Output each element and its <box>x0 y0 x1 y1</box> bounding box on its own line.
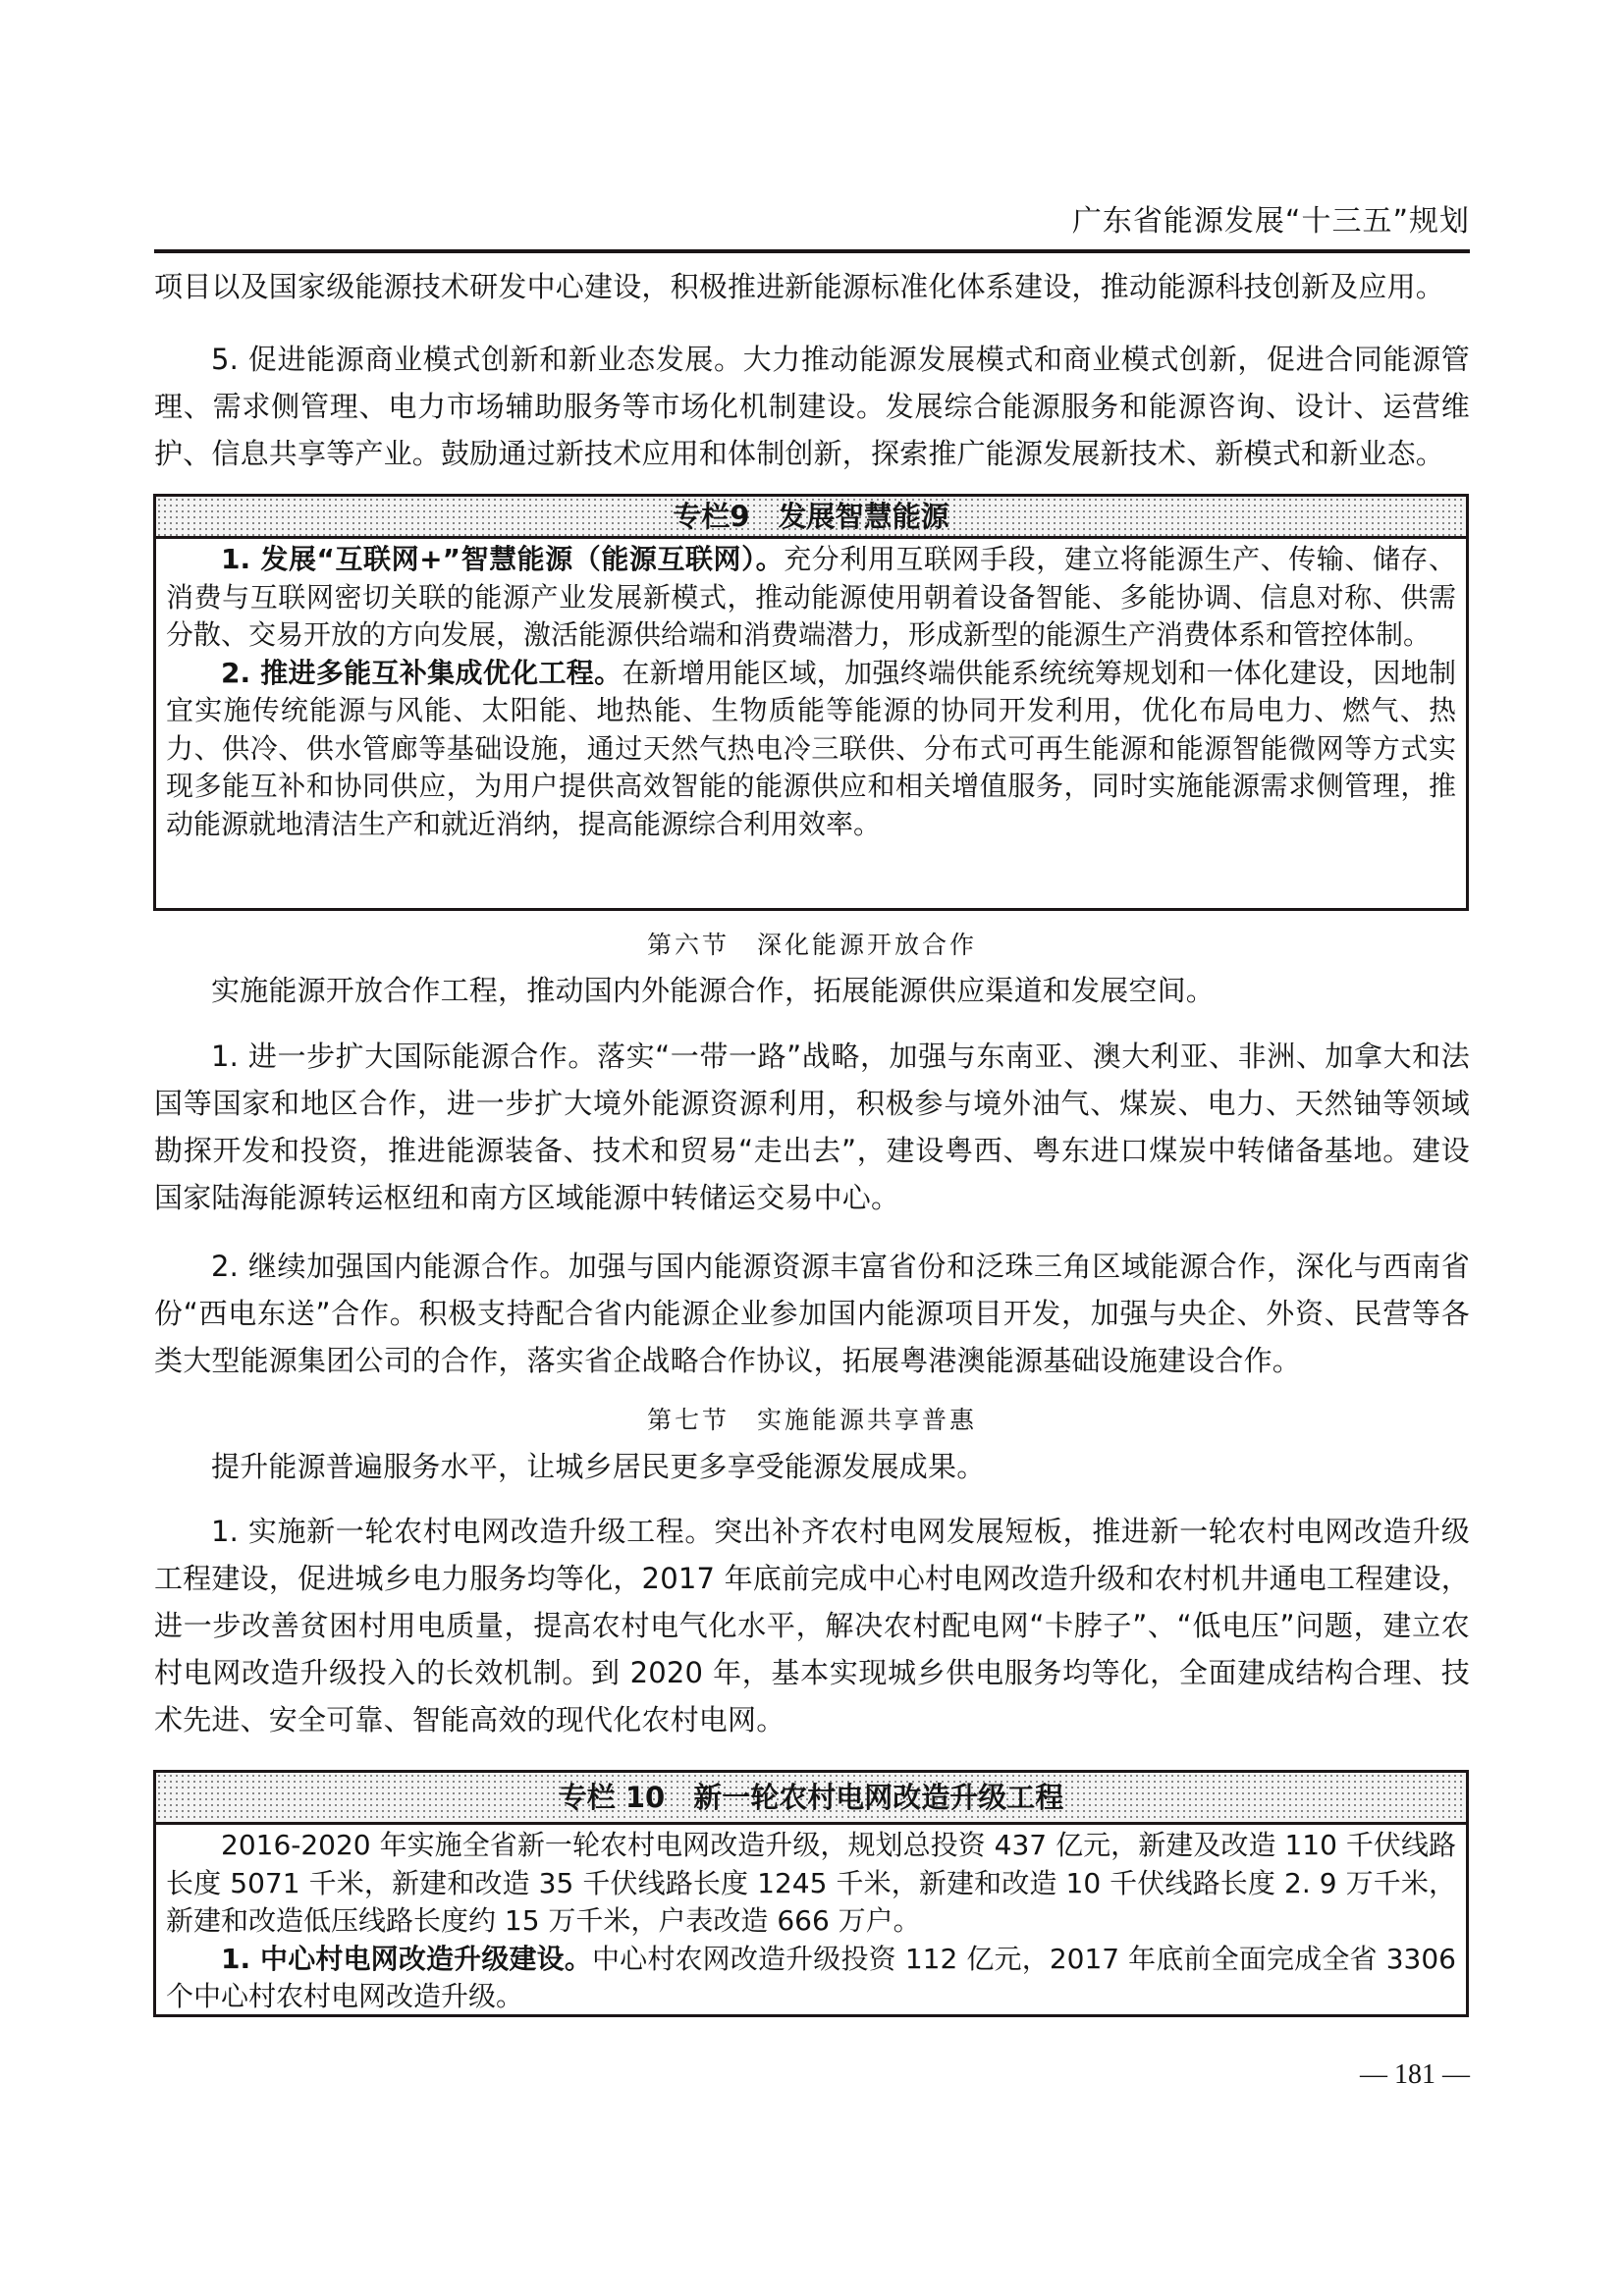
section-6-title: 第六节 深化能源开放合作 <box>646 931 977 959</box>
section-7-intro: 提升能源普遍服务水平，让城乡居民更多享受能源发展成果。 <box>211 1450 986 1483</box>
box-9-header <box>156 497 1466 539</box>
box-9-item-2 <box>166 655 1456 844</box>
box-10-item-1-lead: 1. 中心村电网改造升级建设。 <box>221 1942 592 1975</box>
box-9-body <box>156 539 1466 851</box>
box-9-item-1-text: 充分利用互联网手段，建立将能源生产、传输、储存、消费与互联网密切关联的能源产业发展新模式，推动能源使用朝着设备智能、多能协调、信息对称、供需分散、交易开放的方向发展，激活能源供给端和消费端潜力，形成新型的能源生产消费体系和管控体制。 <box>166 543 1456 651</box>
box-10-item-1-text: 中心村农网改造升级投资 112 亿元，2017 年底前全面完成全省 3306 个中心村农村电网改造升级。 <box>166 1942 1456 2012</box>
section-6-item-1: 1. 进一步扩大国际能源合作。落实“一带一路”战略，加强与东南亚、澳大利亚、非洲、加拿大和法国等国家和地区合作，进一步扩大境外能源资源利用，积极参与境外油气、煤炭、电力、天然铀等领域勘探开发和投资，推进能源装备、技术和贸易“走出去”，建设粤西、粤东进口煤炭中转储备基地。建设国家陆海能源转运枢纽和南方区域能源中转储运交易中心。 <box>154 1040 1470 1214</box>
box-9-item-2-lead: 2. 推进多能互补集成优化工程。 <box>221 656 623 689</box>
paragraph-item-5: 5. 促进能源商业模式创新和新业态发展。大力推动能源发展模式和商业模式创新，促进合同能源管理、需求侧管理、电力市场辅助服务等市场化机制建设。发展综合能源服务和能源咨询、设计、运营维护、信息共享等产业。鼓励通过新技术应用和体制创新，探索推广能源发展新技术、新模式和新业态。 <box>154 343 1470 470</box>
box-10-summary: 2016-2020 年实施全省新一轮农村电网改造升级，规划总投资 437 亿元，新建及改造 110 千伏线路长度 5071 千米，新建和改造 35 千伏线路长度 1245 千米，新建和改造 10 千伏线路长度 2. 9 万千米，新建和改造低压线路长度约 15 万千米，户表改造 666 万户。 <box>166 1829 1456 1937</box>
box-9-item-1-lead: 1. 发展“互联网+”智慧能源（能源互联网）。 <box>221 543 785 575</box>
section-7-item-1: 1. 实施新一轮农村电网改造升级工程。突出补齐农村电网发展短板，推进新一轮农村电网改造升级工程建设，促进城乡电力服务均等化，2017 年底前完成中心村电网改造升级和农村机井通电工程建设，进一步改善贫困村用电质量，提高农村电气化水平，解决农村配电网“卡脖子”、“低电压”问题，建立农村电网改造升级投入的长效机制。到 2020 年，基本实现城乡供电服务均等化，全面建成结构合理、技术先进、安全可靠、智能高效的现代化农村电网。 <box>154 1515 1470 1736</box>
header-rule <box>154 249 1470 253</box>
box-9-item-2-text: 在新增用能区域，加强终端供能系统统筹规划和一体化建设，因地制宜实施传统能源与风能、太阳能、地热能、生物质能等能源的协同开发利用，优化布局电力、燃气、热力、供冷、供水管廊等基础设施，通过天然气热电冷三联供、分布式可再生能源和能源智能微网等方式实现多能互补和协同供应，为用户提供高效智能的能源供应和相关增值服务，同时实施能源需求侧管理，推动能源就地清洁生产和就近消纳，提高能源综合利用效率。 <box>166 656 1456 840</box>
box-10-item-1 <box>166 1941 1456 2016</box>
box-10-title: 专栏 10 新一轮农村电网改造升级工程 <box>558 1781 1064 1814</box>
box-9-title: 专栏9 发展智慧能源 <box>673 500 949 533</box>
page-number: — 181 — <box>1360 2059 1470 2090</box>
paragraph-continuation: 项目以及国家级能源技术研发中心建设，积极推进新能源标准化体系建设，推动能源科技创新及应用。 <box>154 270 1445 303</box>
section-6-item-2: 2. 继续加强国内能源合作。加强与国内能源资源丰富省份和泛珠三角区域能源合作，深化与西南省份“西电东送”合作。积极支持配合省内能源企业参加国内能源项目开发，加强与央企、外资、民营等各类大型能源集团公司的合作，落实省企战略合作协议，拓展粤港澳能源基础设施建设合作。 <box>154 1250 1470 1377</box>
sidebar-box-9 <box>153 494 1469 911</box>
box-9-item-1 <box>166 541 1456 655</box>
sidebar-box-10 <box>153 1770 1469 2017</box>
box-10-header <box>156 1773 1466 1825</box>
box-10-body <box>156 1825 1466 2024</box>
section-6-intro: 实施能源开放合作工程，推动国内外能源合作，拓展能源供应渠道和发展空间。 <box>211 974 1216 1007</box>
section-7-title: 第七节 实施能源共享普惠 <box>646 1406 977 1434</box>
running-header-title: 广东省能源发展“十三五”规划 <box>1071 204 1470 239</box>
